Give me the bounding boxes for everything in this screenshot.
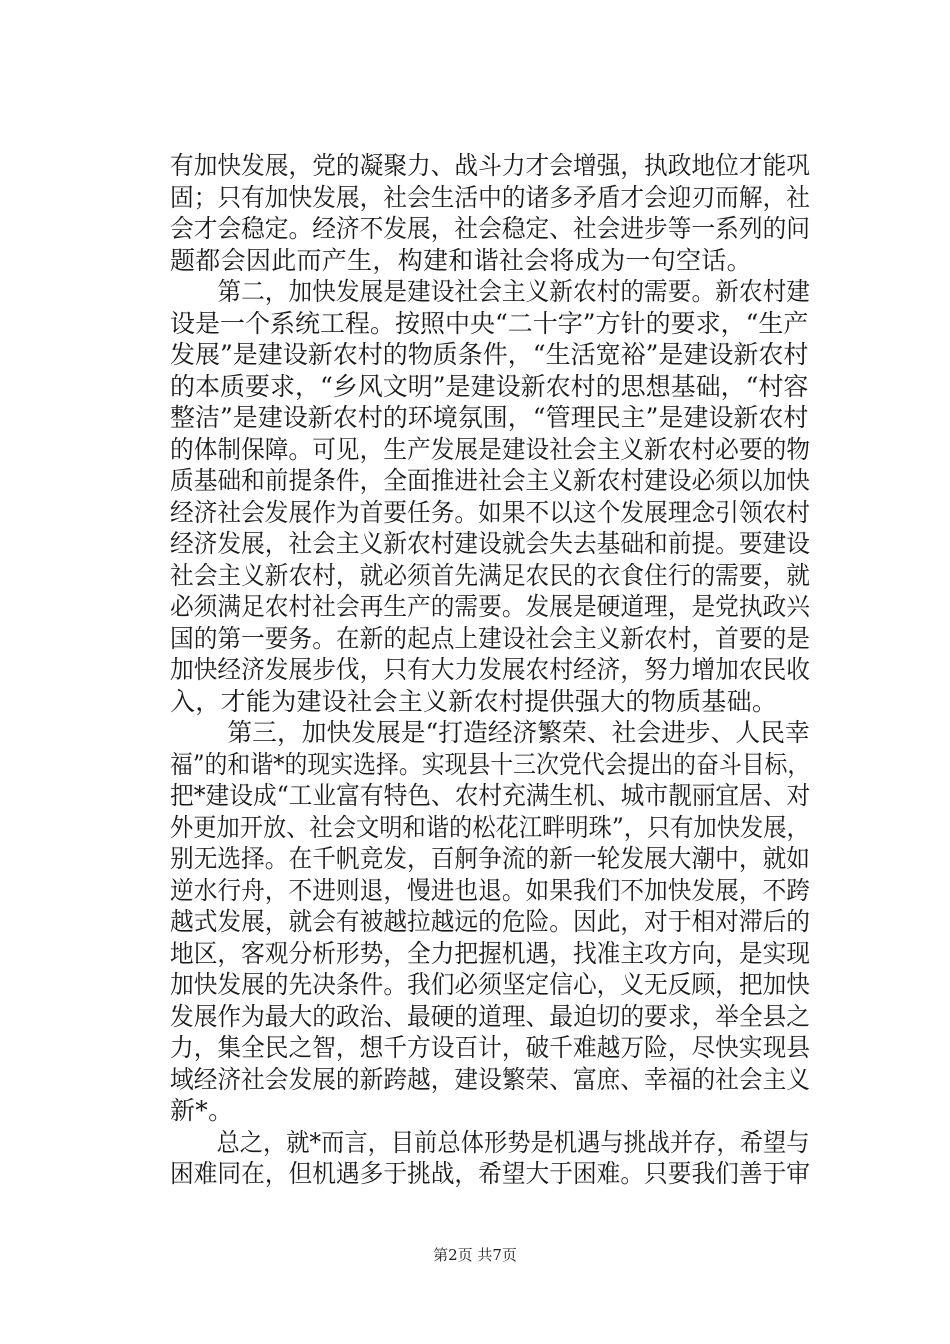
text-line: 的体制保障。可见，生产发展是建设社会主义新农村必要的物: [170, 434, 810, 464]
page-footer: 第2页 共7页: [433, 1246, 517, 1264]
text-line: 发展作为最大的政治、最硬的道理、最迫切的要求，举全县之: [170, 1001, 810, 1031]
text-line: 国的第一要务。在新的起点上建设社会主义新农村，首要的是: [170, 623, 810, 653]
text-line: 总之，就*而言，目前总体形势是机遇与挑战并存，希望与: [170, 1127, 810, 1157]
text-line: 社会主义新农村，就必须首先满足农民的衣食住行的需要，就: [170, 560, 810, 590]
text-line: 地区，客观分析形势，全力把握机遇，找准主攻方向，是实现: [170, 938, 810, 968]
text-line: 第三，加快发展是“打造经济繁荣、社会进步、人民幸: [170, 718, 810, 747]
body-text: [170, 150, 810, 1190]
text-line: 固；只有加快发展，社会生活中的诸多矛盾才会迎刃而解，社: [170, 182, 810, 212]
text-line: 困难同在，但机遇多于挑战，希望大于困难。只要我们善于审: [170, 1159, 810, 1188]
text-line: 外更加开放、社会文明和谐的松花江畔明珠”，只有加快发展，: [170, 812, 810, 842]
text-line: 逆水行舟，不进则退，慢进也退。如果我们不加快发展，不跨: [170, 875, 810, 905]
text-line: 经济社会发展作为首要任务。如果不以这个发展理念引领农村: [170, 497, 810, 527]
text-line: 的本质要求，“乡风文明”是建设新农村的思想基础，“村容: [170, 371, 809, 401]
text-line: 设是一个系统工程。按照中央“二十字”方针的要求，“生产: [170, 308, 809, 338]
text-line: 经济发展，社会主义新农村建设就会失去基础和前提。要建设: [170, 529, 810, 558]
text-line: 力，集全民之智，想千方设百计，破千难越万险，尽快实现县: [170, 1033, 810, 1062]
text-line: 加快发展的先决条件。我们必须坚定信心，义无反顾，把加快: [170, 970, 810, 999]
text-line: 必须满足农村社会再生产的需要。发展是硬道理，是党执政兴: [170, 592, 810, 621]
text-line: 题都会因此而产生，构建和谐社会将成为一句空话。: [170, 245, 752, 275]
text-line: 发展”是建设新农村的物质条件，“生活宽裕”是建设新农村: [170, 340, 809, 369]
text-line: 域经济社会发展的新跨越，建设繁荣、富庶、幸福的社会主义: [170, 1064, 810, 1094]
text-line: 把*建设成“工业富有特色、农村充满生机、城市靓丽宜居、对: [170, 781, 811, 810]
text-line: 有加快发展，党的凝聚力、战斗力才会增强，执政地位才能巩: [170, 151, 810, 180]
text-line: 福”的和谐*的现实选择。实现县十三次党代会提出的奋斗目标，: [170, 749, 811, 779]
text-line: 别无选择。在千帆竞发，百舸争流的新一轮发展大潮中，就如: [170, 844, 810, 873]
text-line: 整洁”是建设新农村的环境氛围，“管理民主”是建设新农村: [170, 403, 809, 432]
text-line: 越式发展，就会有被越拉越远的危险。因此，对于相对滞后的: [170, 907, 810, 936]
text-line: 第二，加快发展是建设社会主义新农村的需要。新农村建: [170, 277, 810, 306]
text-line: 会才会稳定。经济不发展，社会稳定、社会进步等一系列的问: [170, 214, 810, 243]
text-line: 加快经济发展步伐，只有大力发展农村经济，努力增加农民收: [170, 655, 810, 684]
text-line: 质基础和前提条件，全面推进社会主义新农村建设必须以加快: [170, 466, 810, 495]
text-line: 入，才能为建设社会主义新农村提供强大的物质基础。: [170, 686, 778, 716]
text-line: 新*。: [170, 1096, 234, 1125]
